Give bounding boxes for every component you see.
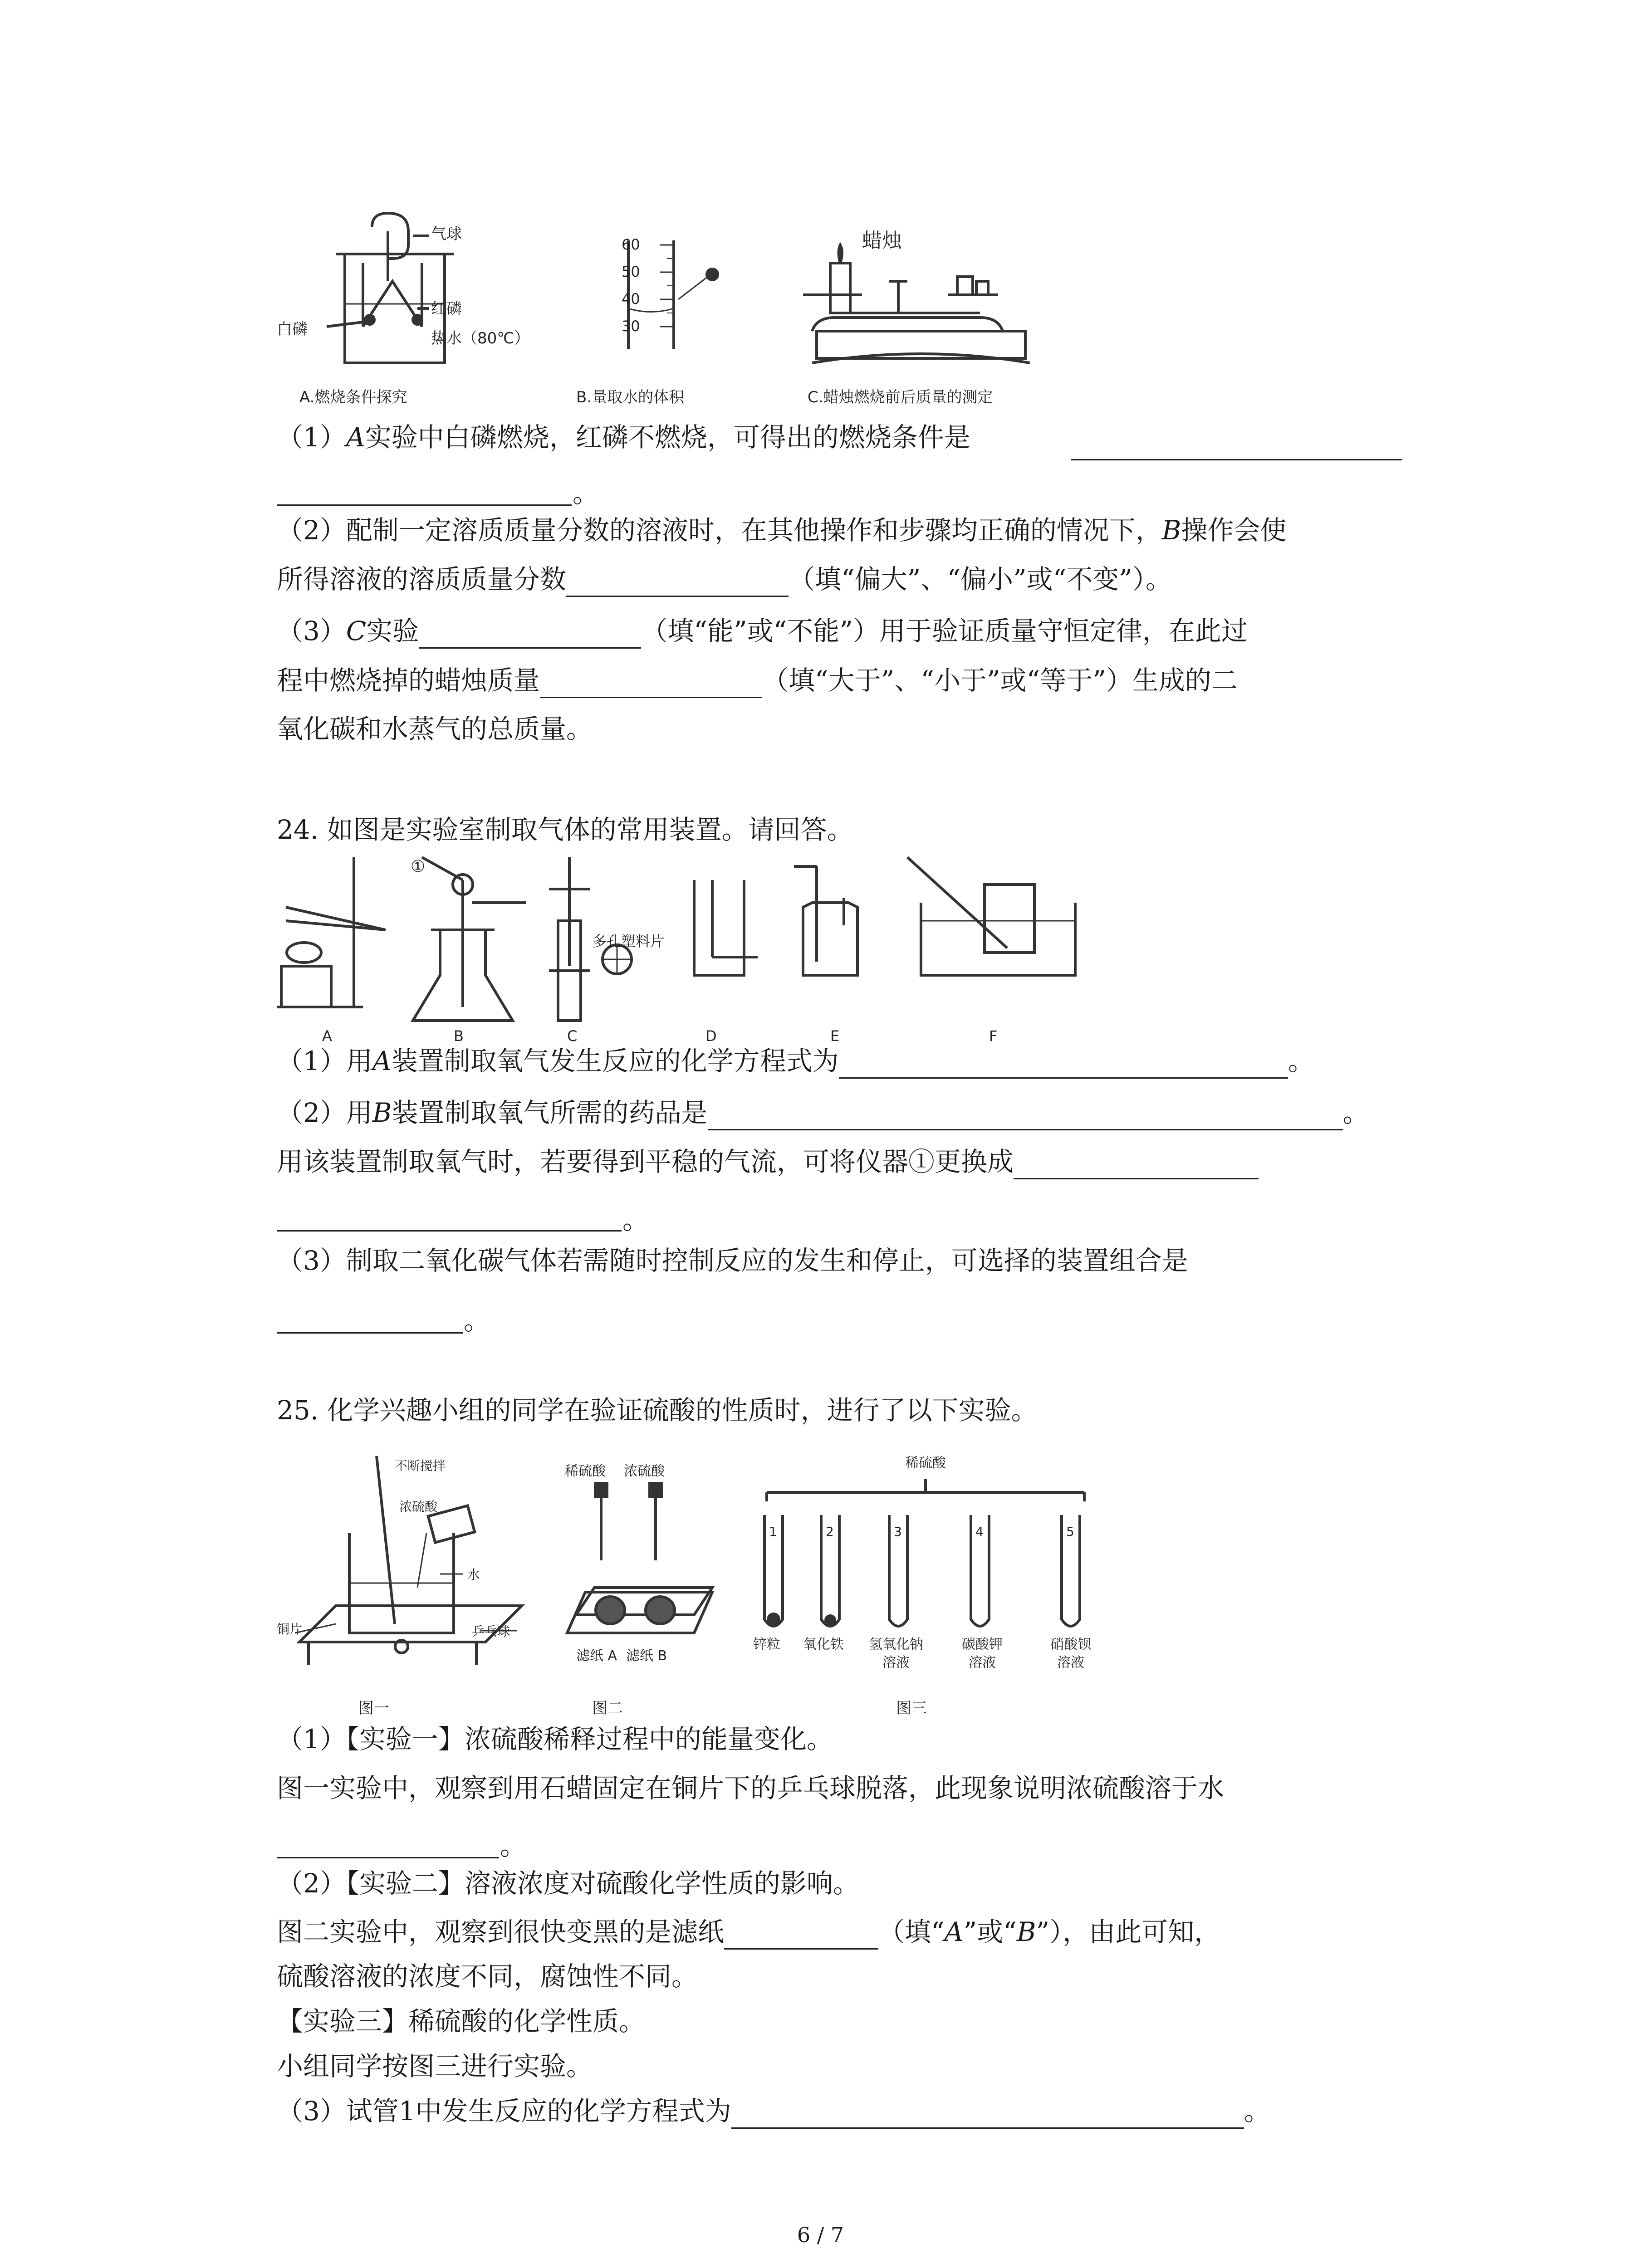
q24-blank3b[interactable]: [277, 1229, 622, 1232]
q25-blank2[interactable]: [724, 1923, 878, 1950]
q25-exp3: 【实验三】稀硫酸的化学性质。: [277, 2006, 646, 2037]
q25-fig3-reagent-4b: 溶液: [969, 1655, 996, 1671]
q25-exp2: （2）【实验二】溶液浓度对硫酸化学性质的影响。: [277, 1868, 859, 1899]
q23-part3-line3: 氧化碳和水蒸气的总质量。: [277, 714, 593, 744]
q25-fig1-caption: 图一: [358, 1699, 389, 1717]
fig-b-caption: B.量取水的体积: [576, 388, 685, 406]
q25-fig3-top: 稀硫酸: [905, 1455, 946, 1471]
q25-fig3-caption: 图三: [896, 1699, 927, 1717]
q24-title: 24. 如图是实验室制取气体的常用装置。请回答。: [277, 814, 853, 845]
q25-fig3-reagent-2: 氧化铁: [803, 1637, 844, 1652]
q23-blank1b[interactable]: [277, 503, 572, 506]
q25-fig3-tube-3: 3: [894, 1524, 902, 1539]
q25-fig3-reagent-5b: 溶液: [1057, 1655, 1084, 1671]
q25-title: 25. 化学兴趣小组的同学在验证硫酸的性质时，进行了以下实验。: [277, 1395, 1038, 1426]
q25-fig3-reagent-1: 锌粒: [753, 1637, 780, 1652]
q24-part1: （1）用A装置制取氧气发生反应的化学方程式为 。: [277, 1043, 1314, 1079]
q24-part2: （2）用B装置制取氧气所需的药品是 。: [277, 1095, 1369, 1130]
q24-part2-end: 。: [622, 1204, 649, 1235]
q23-blank3[interactable]: [419, 622, 641, 649]
fig-b-tick-60: 60: [622, 236, 640, 253]
q23-blank2[interactable]: [566, 570, 789, 597]
fig-a-red-p-label: 红磷: [431, 300, 462, 318]
q23-part1-end: 。: [573, 478, 599, 508]
q24-part3-end: 。: [464, 1305, 490, 1336]
q24-part2-line2: 用该装置制取氧气时，若要得到平稳的气流，可将仪器①更换成: [277, 1144, 1259, 1179]
q24-blank2[interactable]: [708, 1104, 1343, 1130]
fig-c-candle-label: 蜡烛: [862, 229, 902, 252]
q24-c-label: 多孔塑料片: [592, 933, 665, 950]
q24-label-E: E: [830, 1027, 840, 1045]
q25-fig3-tube-4: 4: [975, 1524, 984, 1539]
fig-c-caption: C.蜡烛燃烧前后质量的测定: [808, 388, 993, 406]
q23-part1: （1）A实验中白磷燃烧，红磷不燃烧，可得出的燃烧条件是: [277, 422, 970, 453]
q24-apparatus: [272, 853, 1089, 1025]
q25-fig3-tube-5: 5: [1066, 1524, 1074, 1539]
q23-part3-line2: 程中燃烧掉的蜡烛质量 （填“大于”、“小于”或“等于”）生成的二: [277, 663, 1238, 698]
q25-fig1-water: 水: [467, 1567, 480, 1582]
q25-blank3[interactable]: [731, 2102, 1244, 2129]
q23-blank4[interactable]: [540, 671, 762, 698]
fig-b-tick-40: 40: [622, 290, 640, 308]
q24-blank4[interactable]: [277, 1331, 463, 1334]
fig-b-tick-50: 50: [622, 263, 640, 280]
q25-fig1-copper: 铜片: [277, 1622, 303, 1637]
q25-fig3-reagent-3b: 溶液: [882, 1655, 910, 1671]
q25-fig3-tube-2: 2: [826, 1524, 834, 1539]
q25-fig1-acid: 浓硫酸: [399, 1499, 438, 1514]
q24-label-F: F: [989, 1027, 998, 1045]
q24-label-C: C: [567, 1027, 578, 1045]
q25-exp1: （1）【实验一】浓硫酸稀释过程中的能量变化。: [277, 1724, 833, 1755]
q25-fig3-reagent-4a: 碳酸钾: [962, 1637, 1003, 1652]
q25-exp1-end: 。: [500, 1830, 527, 1861]
q25-fig2-paperA: 滤纸 A: [576, 1648, 617, 1664]
q25-fig3-reagent-3a: 氢氧化钠: [869, 1637, 923, 1652]
q25-exp2-line3: 硫酸溶液的浓度不同，腐蚀性不同。: [277, 1961, 698, 1992]
q25-fig3-tube-1: 1: [769, 1524, 777, 1539]
q25-figure-1: [281, 1452, 535, 1678]
fig-b-tick-30: 30: [622, 318, 640, 335]
q24-blank1[interactable]: [839, 1052, 1288, 1079]
q25-blank1[interactable]: [277, 1856, 499, 1858]
q25-fig2-conc: 浓硫酸: [624, 1463, 665, 1479]
q24-label-A: A: [322, 1027, 332, 1045]
figure-c-balance: [798, 227, 1053, 376]
q25-fig3-reagent-5a: 硝酸钡: [1050, 1637, 1091, 1652]
q25-fig1-ball: 乒乓球: [472, 1624, 510, 1639]
q25-exp3-q: （3）试管1中发生反应的化学方程式为 。: [277, 2093, 1270, 2129]
q24-part3: （3）制取二氧化碳气体若需随时控制反应的发生和停止，可选择的装置组合是: [277, 1245, 1188, 1276]
fig-a-caption: A.燃烧条件探究: [299, 388, 407, 406]
q25-figure-3: [744, 1465, 1116, 1656]
page-number: 6 / 7: [797, 2223, 844, 2247]
q25-fig2-caption: 图二: [592, 1699, 623, 1717]
q24-blank3a[interactable]: [1014, 1153, 1259, 1179]
q25-fig1-stir: 不断搅拌: [395, 1458, 446, 1473]
q25-fig2-paperB: 滤纸 B: [626, 1648, 667, 1664]
q24-label-B: B: [454, 1027, 464, 1045]
fig-a-balloon-label: 气球: [431, 225, 462, 243]
q23-part2-line2: 所得溶液的溶质质量分数 （填“偏大”、“偏小”或“不变”）。: [277, 562, 1172, 597]
q25-exp3-line2: 小组同学按图三进行实验。: [277, 2051, 593, 2082]
fig-a-hot-water-label: 热水（80℃）: [431, 329, 530, 347]
figure-a-combustion: [272, 213, 526, 376]
q25-exp2-line2: 图二实验中，观察到很快变黑的是滤纸 （填“A”或“B”），由此可知，: [277, 1914, 1220, 1950]
q25-fig2-dilute: 稀硫酸: [565, 1463, 606, 1479]
q24-label-D: D: [705, 1027, 717, 1045]
q25-exp1-line2: 图一实验中，观察到用石蜡固定在铜片下的乒乓球脱落，此现象说明浓硫酸溶于水: [277, 1773, 1225, 1804]
q23-blank1a[interactable]: [1071, 458, 1402, 460]
q23-part2-line1: （2）配制一定溶质质量分数的溶液时，在其他操作和步骤均正确的情况下，B操作会使: [277, 515, 1287, 546]
fig-a-white-p-label: 白磷: [277, 320, 308, 338]
q24-marker-1: ①: [411, 857, 426, 876]
q23-part3-line1: （3）C实验 （填“能”或“不能”）用于验证质量守恒定律，在此过: [277, 613, 1248, 649]
